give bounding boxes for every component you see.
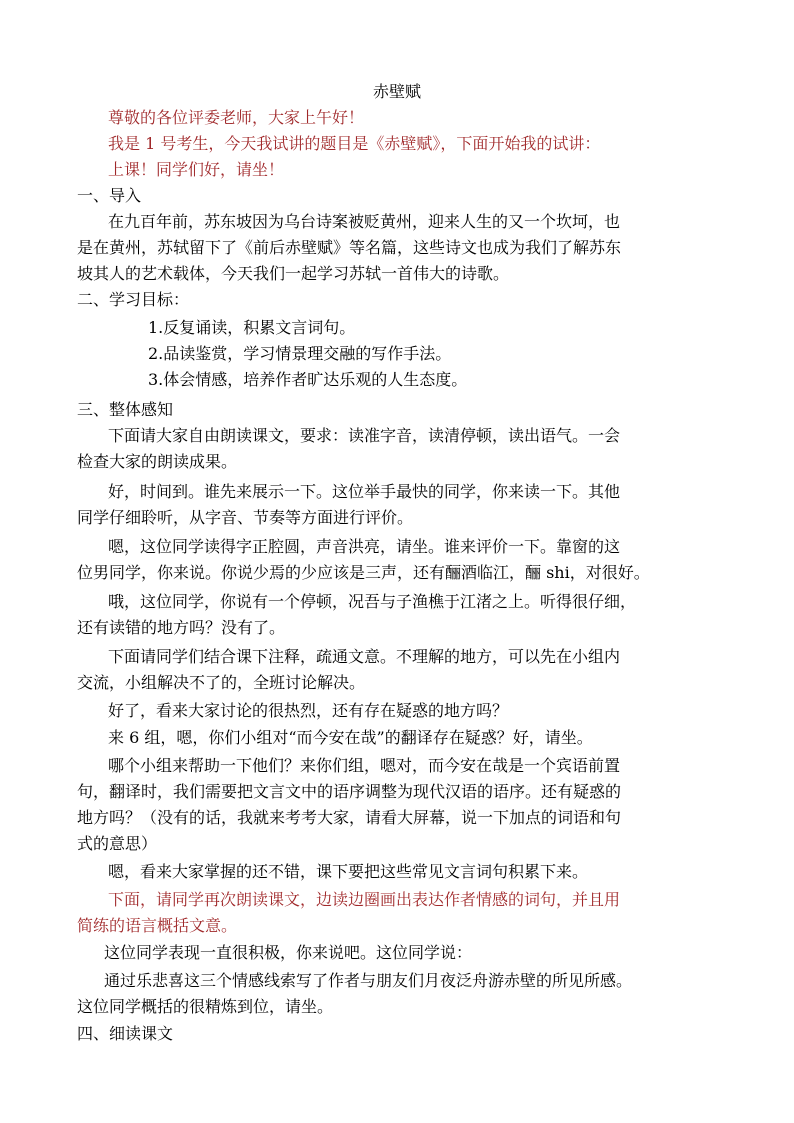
paragraph-line: 这位同学概括的很精炼到位，请坐。 (77, 997, 334, 1016)
paragraph-line: 好，时间到。谁先来展示一下。这位举手最快的同学，你来读一下。其他 (108, 482, 621, 501)
paragraph-line: 交流，小组解决不了的，全班讨论解决。 (77, 673, 366, 692)
paragraph-line: 这位同学表现一直很积极，你来说吧。这位同学说： (104, 943, 473, 962)
paragraph-line: 式的意思） (77, 834, 158, 853)
greeting-line-2: 我是 1 号考生，今天我试讲的题目是《赤壁赋》，下面开始我的试讲： (108, 134, 601, 153)
paragraph-line-highlight: 简练的语言概括文意。 (77, 916, 238, 935)
document-title: 赤壁赋 (372, 82, 421, 101)
paragraph-line: 好了，看来大家讨论的很热烈，还有存在疑惑的地方吗？ (108, 701, 509, 720)
paragraph-line: 是在黄州，苏轼留下了《前后赤壁赋》等名篇，这些诗文也成为我们了解苏东 (77, 238, 622, 257)
goal-item-3: 3.体会情感，培养作者旷达乐观的人生态度。 (148, 370, 468, 389)
goal-item-2: 2.品读鉴赏，学习情景理交融的写作手法。 (148, 344, 452, 363)
paragraph-line: 位男同学，你来说。你说少焉的少应该是三声，还有酾酒临江，酾 shi，对很好。 (77, 563, 650, 582)
paragraph-line-highlight: 下面，请同学再次朗读课文，边读边圈画出表达作者情感的词句，并且用 (108, 890, 621, 909)
paragraph-line: 来 6 组，嗯，你们小组对“而今安在哉”的翻译存在疑惑？好，请坐。 (108, 728, 593, 747)
paragraph-line: 嗯，这位同学读得字正腔圆，声音洪亮，请坐。谁来评价一下。靠窗的这 (108, 537, 621, 556)
paragraph-line: 哦，这位同学，你说有一个停顿，况吾与子渔樵于江渚之上。听得很仔细， (108, 592, 637, 611)
section-heading-intro: 一、导入 (77, 186, 142, 205)
paragraph-line: 在九百年前，苏东坡因为乌台诗案被贬黄州，迎来人生的又一个坎坷，也 (108, 212, 621, 231)
section-heading-overview: 三、整体感知 (77, 400, 174, 419)
paragraph-line: 下面请同学们结合课下注释，疏通文意。不理解的地方，可以先在小组内 (108, 647, 621, 666)
section-heading-goals: 二、学习目标： (77, 290, 190, 309)
greeting-line-3: 上课！同学们好，请坐！ (108, 160, 285, 179)
paragraph-line: 句，翻译时，我们需要把文言文中的语序调整为现代汉语的语序。还有疑惑的 (77, 782, 622, 801)
paragraph-line: 检查大家的朗读成果。 (77, 452, 238, 471)
paragraph-line: 同学仔细聆听，从字音、节奏等方面进行评价。 (77, 508, 414, 527)
paragraph-line: 哪个小组来帮助一下他们？来你们组，嗯对，而今安在哉是一个宾语前置 (108, 756, 621, 775)
section-heading-close-reading: 四、细读课文 (77, 1024, 174, 1043)
greeting-line-1: 尊敬的各位评委老师，大家上午好！ (108, 108, 365, 127)
paragraph-line: 下面请大家自由朗读课文，要求：读准字音，读清停顿，读出语气。一会 (108, 426, 621, 445)
paragraph-line: 还有读错的地方吗？没有了。 (77, 618, 286, 637)
paragraph-line: 嗯，看来大家掌握的还不错，课下要把这些常见文言词句积累下来。 (108, 862, 589, 881)
paragraph-line: 坡其人的艺术载体，今天我们一起学习苏轼一首伟大的诗歌。 (77, 264, 510, 283)
paragraph-line: 地方吗？（没有的话，我就来考考大家，请看大屏幕，说一下加点的词语和句 (77, 808, 622, 827)
goal-item-1: 1.反复诵读，积累文言词句。 (148, 318, 356, 337)
paragraph-line: 通过乐悲喜这三个情感线索写了作者与朋友们月夜泛舟游赤壁的所见所感。 (104, 971, 633, 990)
